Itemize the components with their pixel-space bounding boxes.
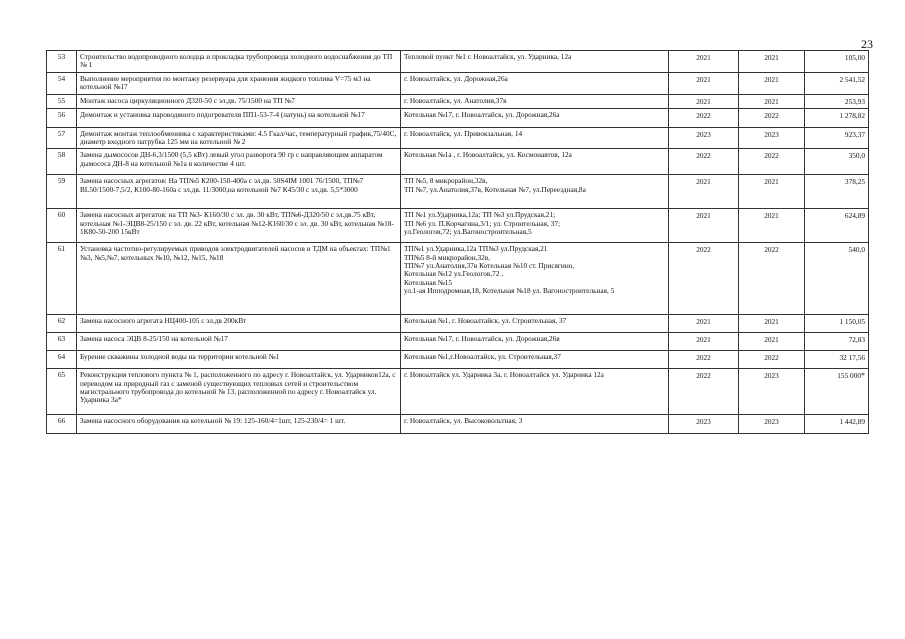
start-year (669, 127, 739, 149)
start-year (669, 149, 739, 175)
amount (805, 94, 869, 108)
amount-text: 72,83 (848, 335, 865, 345)
table-row (47, 72, 869, 94)
work-description (77, 209, 401, 243)
amount-text: 624,89 (844, 211, 865, 221)
work-description (77, 415, 401, 434)
work-location-text: г. Новоалтайск, ул. Привокзальная, 14 (404, 128, 523, 138)
row-number-text: 62 (57, 316, 66, 326)
amount-text: 2 541,52 (839, 74, 865, 84)
amount-footnote-mark: * (861, 371, 865, 381)
end-year (739, 72, 805, 94)
amount (805, 243, 869, 315)
table-row (47, 127, 869, 149)
amount (805, 72, 869, 94)
start-year (669, 94, 739, 108)
end-year-text: 2022 (764, 353, 779, 363)
row-number-text: 64 (57, 352, 66, 362)
end-year-text: 2021 (764, 177, 779, 187)
amount (805, 415, 869, 434)
row-number (47, 243, 77, 315)
start-year (669, 51, 739, 73)
work-location-text: ТП №1 ул.Ударника,12а; ТП №3 ул.Прудская,21; ТП №6 ул. П.Корчагина,3/1; ул. Строительная, 37; ул.Геологов,72; ул.Вагоностроительная,5 (404, 210, 561, 237)
amount (805, 149, 869, 175)
amount (805, 51, 869, 73)
work-description (77, 149, 401, 175)
work-location-text: Котельная №17, г. Новоалтайск, ул. Дорожная,26а (404, 109, 560, 119)
end-year (739, 127, 805, 149)
work-location-text: г. Новоалтайск ул. Ударника 3а, г. Новоалтайск ул. Ударника 12а (404, 370, 604, 380)
work-description-text: Замена насосного агрегата НЦ400-105 с эл.дв 200кВт (80, 316, 247, 326)
amount (805, 315, 869, 333)
work-location-text: Котельная №1а , г. Новоалтайск, ул. Космонавтов, 12а (404, 150, 572, 160)
amount-text: 923,37 (844, 129, 865, 139)
table-row (47, 415, 869, 434)
end-year (739, 351, 805, 369)
row-number (47, 94, 77, 108)
end-year-text: 2022 (764, 151, 779, 161)
start-year-text: 2022 (696, 245, 711, 255)
amount-text: 32 17,56 (839, 353, 865, 363)
amount-text: 155 000 (837, 371, 861, 381)
start-year (669, 351, 739, 369)
work-location (401, 333, 669, 351)
end-year (739, 415, 805, 434)
work-description-text: Установка частотно-регулируемых приводов электродвигателей насосов и ТДМ на объектах: ТП№1 №3, №5,№7, котельных №10, №12, №15, №18 (80, 244, 391, 262)
work-location (401, 175, 669, 209)
row-number-text: 57 (57, 128, 66, 138)
amount (805, 127, 869, 149)
start-year (669, 415, 739, 434)
start-year (669, 72, 739, 94)
amount-text: 1 278,82 (839, 110, 865, 120)
work-description-text: Бурение скважины холодной воды на территории котельной №1 (80, 352, 280, 362)
work-description (77, 51, 401, 73)
work-location-text: ТП №5, 8 микрорайон,32в, ТП №7, ул.Анатолия,37в, Котельная №7, ул.Переездная,8а (404, 176, 586, 194)
measures-table (46, 50, 869, 434)
work-description (77, 333, 401, 351)
work-location (401, 149, 669, 175)
row-number (47, 415, 77, 434)
row-number (47, 175, 77, 209)
work-location (401, 315, 669, 333)
end-year (739, 333, 805, 351)
row-number-text: 65 (57, 370, 66, 380)
start-year-text: 2022 (696, 371, 711, 381)
end-year (739, 108, 805, 127)
end-year-text: 2021 (764, 211, 779, 221)
end-year (739, 51, 805, 73)
end-year-text: 2023 (764, 129, 779, 139)
row-number-text: 60 (57, 210, 66, 220)
work-description (77, 175, 401, 209)
row-number-text: 53 (57, 52, 66, 61)
page-number: 23 (861, 37, 873, 51)
work-location-text: г. Новоалтайск, ул. Анатолия,37в (404, 95, 507, 105)
table-row (47, 175, 869, 209)
row-number (47, 369, 77, 415)
work-description-text: Замена дымососов ДН-6,3/1500 (5,5 кВт) левый угол разворота 90 гр с направляющим аппаратом дымососа ДН-8 на котельной №1а в количестве 4 шт. (80, 150, 383, 168)
work-description-text: Замена насосных агрегатов: На ТП№5 К200-150-400а с эл.дв. 50S4IM 1001 76/1500, ТП№7 BL50/1500-7,5/2, К100-80-160а с эл.дв. 11/3000,на котельной №7 К45/30 с эл.дв. 5,5*3000 (80, 176, 364, 194)
table-row (47, 94, 869, 108)
start-year-text: 2021 (696, 96, 711, 106)
table-row (47, 333, 869, 351)
table-row (47, 51, 869, 73)
end-year (739, 175, 805, 209)
start-year-text: 2022 (696, 151, 711, 161)
amount-text: 1 150,05 (839, 317, 865, 327)
start-year (669, 175, 739, 209)
work-location (401, 51, 669, 73)
start-year-text: 2021 (696, 335, 711, 345)
end-year (739, 209, 805, 243)
row-number-text: 54 (57, 73, 66, 83)
amount (805, 175, 869, 209)
work-location (401, 369, 669, 415)
work-location-text: ТП№1 ул.Ударника,12а ТП№3 ул.Прудская,21 ТП№5 8-й микрорайон,32в, ТП№7 ул.Анатолия,37в Котельная №10 ст. Присягино, Котельная №12 ул.Геологов,72 , Котельная №15 ул.1-ая Ипподромная,18, Котельная №18 ул. Вагоностроительная, 5 (404, 244, 615, 295)
work-description-text: Замена насосных агрегатов: на ТП №3- К160/30 с эл. дв. 30 кВт, ТП№6-Д320/50 с эл.дв.75 кВт, котельная №1-ЭЦВ8-25/150 с эл. дв. 22 кВт, котельная №12-К160/30 с эл. дв. 30 кВт, котельная №18- 1К80-50-200 15кВт (80, 210, 394, 237)
work-description (77, 94, 401, 108)
amount (805, 209, 869, 243)
work-description (77, 315, 401, 333)
end-year-text: 2021 (764, 96, 779, 106)
row-number (47, 351, 77, 369)
end-year-text: 2023 (764, 417, 779, 427)
amount (805, 333, 869, 351)
start-year-text: 2021 (696, 177, 711, 187)
row-number-text: 58 (57, 150, 66, 160)
amount (805, 108, 869, 127)
row-number (47, 127, 77, 149)
row-number (47, 315, 77, 333)
work-description-text: Демонтаж монтаж теплообменника с характеристиками: 4.5 Гкал/час, температурный график,75/40С, диаметр входного патрубка 125 мм на котельной № 2 (80, 128, 397, 147)
start-year-text: 2022 (696, 110, 711, 120)
end-year (739, 243, 805, 315)
amount (805, 369, 869, 415)
table-row (47, 149, 869, 175)
start-year-text: 2021 (696, 74, 711, 84)
work-description-text: Выполнение мероприятия по монтажу резервуара для хранения жидкого топлива V=75 м3 на котельной №17 (80, 73, 371, 91)
end-year-text: 2021 (764, 53, 779, 62)
table-body (47, 51, 869, 434)
amount (805, 351, 869, 369)
start-year-text: 2023 (696, 129, 711, 139)
work-location (401, 351, 669, 369)
table-row (47, 243, 869, 315)
amount-text: 350,0 (848, 151, 865, 161)
end-year-text: 2022 (764, 110, 779, 120)
end-year (739, 315, 805, 333)
start-year-text: 2021 (696, 211, 711, 221)
work-description (77, 72, 401, 94)
end-year-text: 2023 (764, 371, 779, 381)
end-year (739, 94, 805, 108)
work-location-text: Котельная №1, г. Новоалтайск, ул. Строительная, 37 (404, 316, 567, 326)
row-number (47, 72, 77, 94)
work-description-text: Строительство водопроводного колодца и прокладка трубопровода холодного водоснабжения до ТП № 1 (80, 52, 393, 70)
work-location-text: Тепловой пункт №1 г. Новоалтайск, ул. Ударника, 12а (404, 52, 572, 61)
work-description-text: Реконструкция теплового пункта № 1, расположенного по адресу г. Новоалтайск, ул. Ударников12а, с переводом на природный газ с заменой существующих тепловых сетей и строительством магистрального трубопровода до котельной № 13, расположенной по адресу г. Новоалтайск ул. Ударника 3а* (80, 370, 396, 405)
start-year (669, 315, 739, 333)
amount-text: 378,25 (844, 177, 865, 187)
table-row (47, 369, 869, 415)
start-year (669, 209, 739, 243)
row-number-text: 56 (57, 109, 66, 119)
start-year (669, 333, 739, 351)
row-number-text: 66 (57, 416, 66, 426)
work-location (401, 209, 669, 243)
start-year (669, 243, 739, 315)
row-number (47, 51, 77, 73)
work-location (401, 243, 669, 315)
work-location-text: г. Новоалтайск, ул. Высоковольтная, 3 (404, 416, 523, 426)
amount-text: 1 442,89 (839, 417, 865, 427)
work-description (77, 243, 401, 315)
work-description-text: Замена насоса ЭЦВ 8-25/150 на котельной №17 (80, 334, 228, 344)
table-row (47, 351, 869, 369)
row-number-text: 55 (57, 95, 66, 105)
row-number-text: 63 (57, 334, 66, 344)
end-year-text: 2021 (764, 317, 779, 327)
work-location (401, 72, 669, 94)
work-location (401, 108, 669, 127)
amount-text: 105,00 (844, 53, 865, 62)
work-description-text: Монтаж насоса циркуляционного Д320-50 с эл.дв. 75/1500 на ТП №7 (80, 95, 295, 105)
start-year-text: 2022 (696, 353, 711, 363)
work-location (401, 415, 669, 434)
work-description (77, 351, 401, 369)
row-number-text: 61 (57, 244, 66, 254)
end-year (739, 369, 805, 415)
end-year-text: 2021 (764, 74, 779, 84)
work-description-text: Замена насосного оборудования на котельной № 19: 125-160/4=1шт, 125-230/4= 1 шт. (80, 416, 346, 426)
table-row (47, 315, 869, 333)
amount-text: 253,93 (844, 96, 865, 106)
end-year (739, 149, 805, 175)
row-number-text: 59 (57, 176, 66, 186)
work-location (401, 127, 669, 149)
work-location-text: Котельная №17, г. Новоалтайск, ул. Дорожная,26в (404, 334, 560, 344)
start-year (669, 108, 739, 127)
work-description (77, 108, 401, 127)
start-year-text: 2023 (696, 417, 711, 427)
end-year-text: 2021 (764, 335, 779, 345)
amount-text: 540,0 (848, 245, 865, 255)
end-year-text: 2022 (764, 245, 779, 255)
row-number (47, 333, 77, 351)
row-number (47, 209, 77, 243)
work-location (401, 94, 669, 108)
work-description (77, 127, 401, 149)
work-description (77, 369, 401, 415)
start-year-text: 2021 (696, 53, 711, 62)
row-number (47, 149, 77, 175)
work-location-text: Котельная №1,г.Новоалтайск, ул. Строительная,37 (404, 352, 561, 362)
start-year (669, 369, 739, 415)
start-year-text: 2021 (696, 317, 711, 327)
row-number (47, 108, 77, 127)
table-row (47, 209, 869, 243)
table-row (47, 108, 869, 127)
work-description-text: Демонтаж и установка пароводяного подогревателя ПП1-53-7-4 (латунь) на котельной №17 (80, 109, 365, 119)
work-location-text: г. Новоалтайск, ул. Дорожная,26а (404, 73, 508, 83)
